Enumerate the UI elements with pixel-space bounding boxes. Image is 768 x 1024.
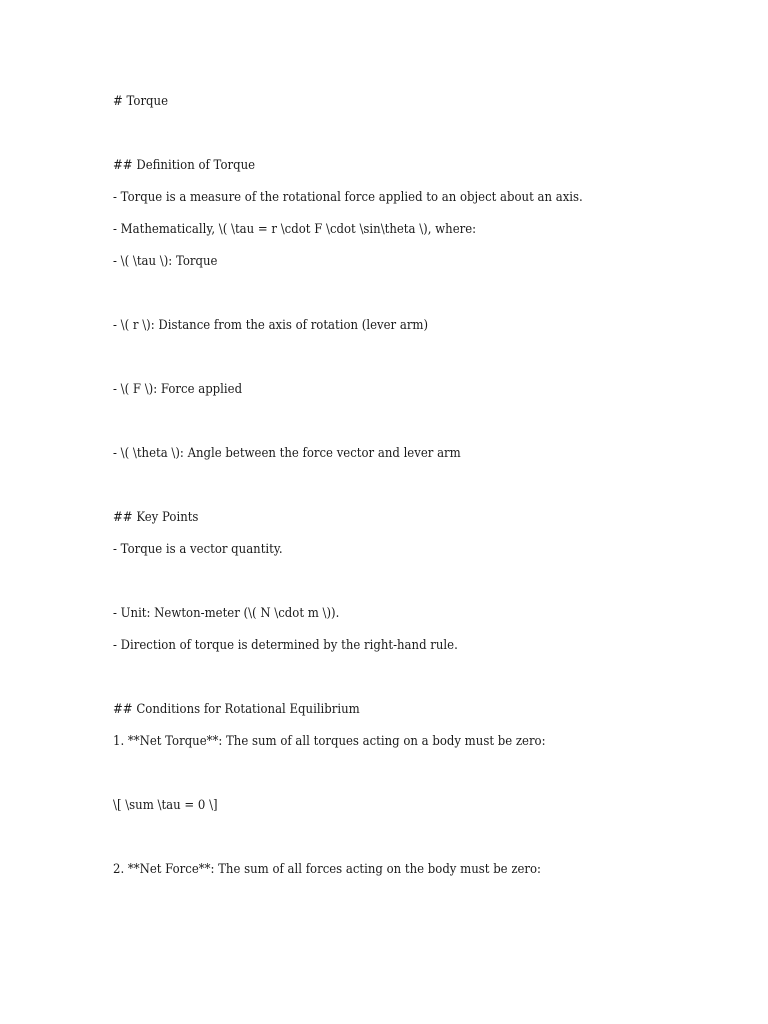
heading-torque: # Torque <box>113 94 169 109</box>
bullet-f-definition: - \( F \): Force applied <box>113 382 243 397</box>
bullet-theta-definition: - \( \theta \): Angle between the force vector and lever arm <box>113 446 461 461</box>
heading-key-points: ## Key Points <box>113 510 199 525</box>
bullet-r-definition: - \( r \): Distance from the axis of rotation (lever arm) <box>113 318 429 333</box>
bullet-torque-measure: - Torque is a measure of the rotational force applied to an object about an axis. <box>113 190 583 205</box>
bullet-right-hand-rule: - Direction of torque is determined by the right-hand rule. <box>113 638 458 653</box>
bullet-torque-formula: - Mathematically, \( \tau = r \cdot F \cdot \sin\theta \), where: <box>113 222 477 237</box>
bullet-unit: - Unit: Newton-meter (\( N \cdot m \)). <box>113 606 340 621</box>
bullet-tau-definition: - \( \tau \): Torque <box>113 254 218 269</box>
bullet-vector-quantity: - Torque is a vector quantity. <box>113 542 283 557</box>
item-net-force: 2. **Net Force**: The sum of all forces acting on the body must be zero: <box>113 862 542 877</box>
item-net-torque: 1. **Net Torque**: The sum of all torques acting on a body must be zero: <box>113 734 546 749</box>
heading-rotational-equilibrium: ## Conditions for Rotational Equilibrium <box>113 702 360 717</box>
equation-sum-tau: \[ \sum \tau = 0 \] <box>113 798 218 813</box>
heading-definition-of-torque: ## Definition of Torque <box>113 158 256 173</box>
